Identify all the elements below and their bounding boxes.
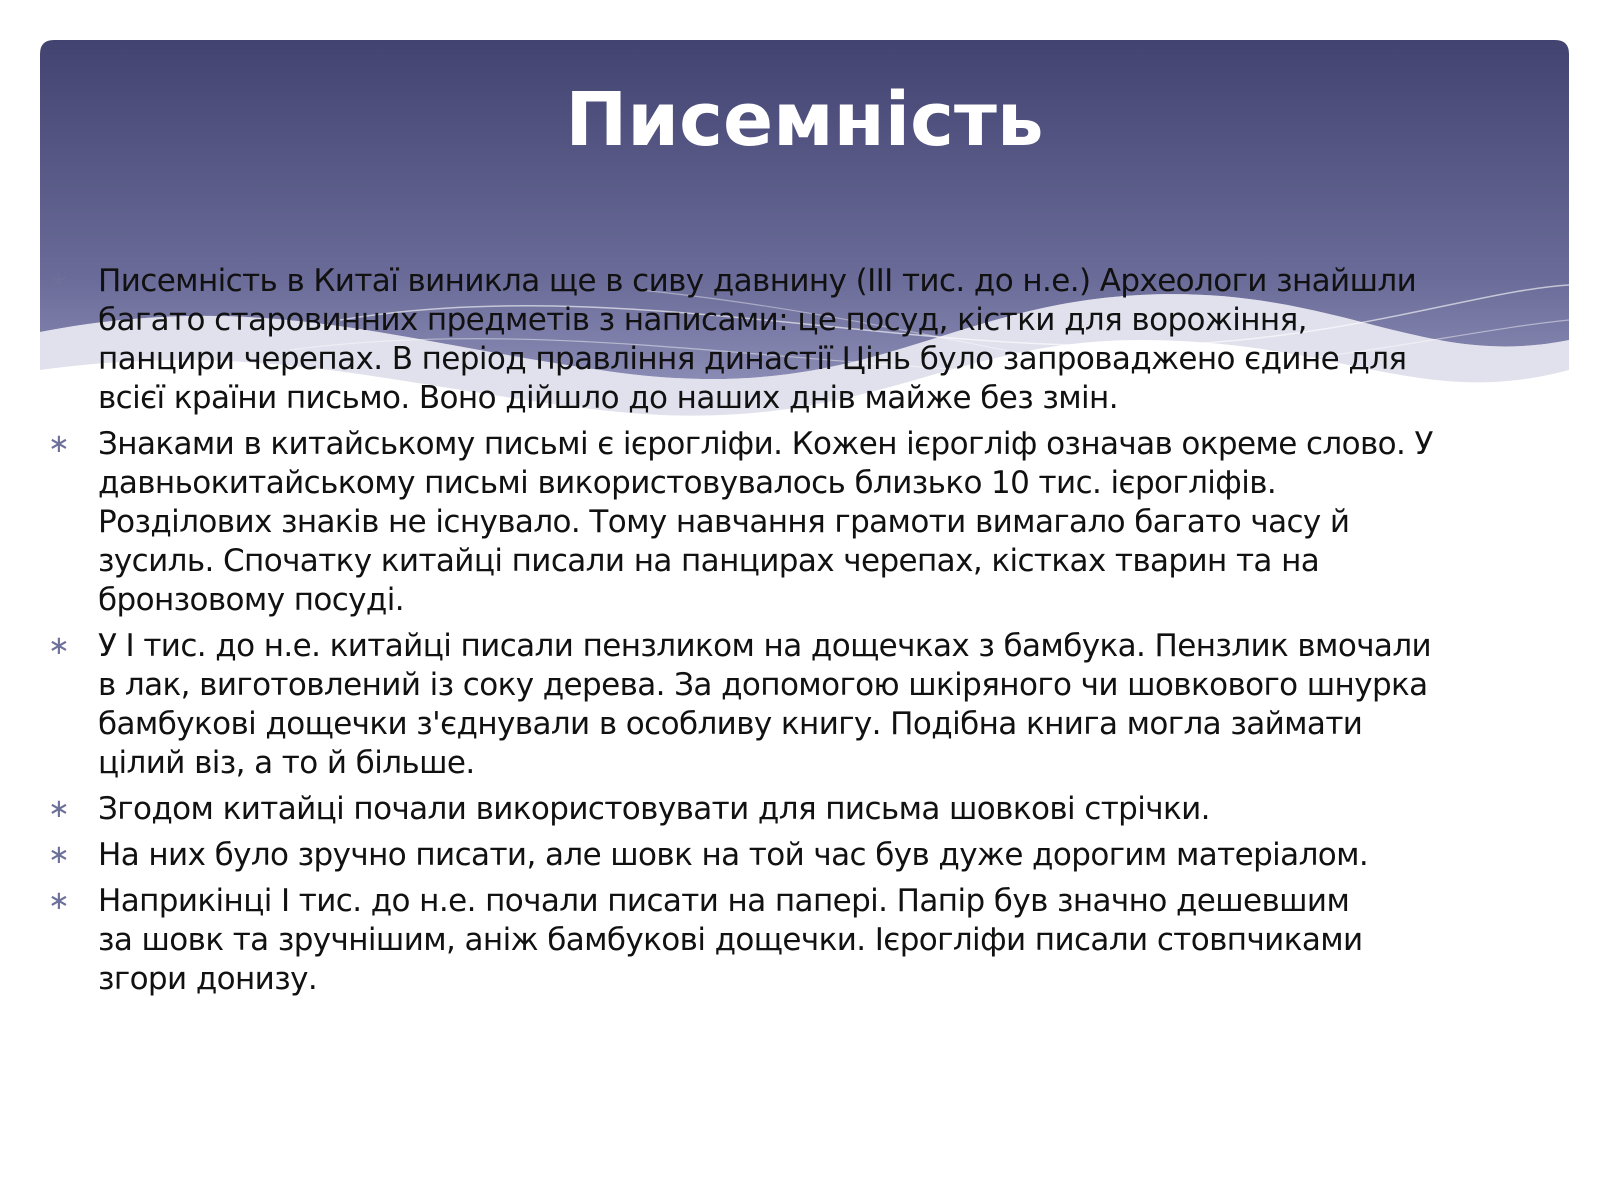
bullet-item-2 xyxy=(48,425,1568,620)
bullet-item-3 xyxy=(48,627,1568,783)
slide-title: Писемність xyxy=(565,77,1044,163)
bullet-item-6 xyxy=(48,882,1568,999)
bullet-2-line-5: бронзовому посуді. xyxy=(98,582,405,618)
bullet-2-line-2: давньокитайському письмі використовувалось близько 10 тис. ієрогліфів. xyxy=(98,465,1277,501)
asterisk-icon: ∗ xyxy=(48,631,70,661)
bullet-item-5 xyxy=(48,836,1568,875)
bullet-3-line-1: У І тис. до н.е. китайці писали пензликом на дощечках з бамбука. Пензлик вмочали xyxy=(98,628,1432,664)
bullet-item-1 xyxy=(48,262,1568,418)
bullet-2-line-4: зусиль. Спочатку китайці писали на панцирах черепах, кістках тварин та на xyxy=(98,543,1320,579)
bullet-1-line-1: Писемність в Китаї виникла ще в сиву давнину (ІІІ тис. до н.е.) Археологи знайшли xyxy=(98,263,1417,299)
bullet-1-line-2: багато старовинних предметів з написами: це посуд, кістки для ворожіння, xyxy=(98,302,1307,338)
bullet-2-line-1: Знаками в китайському письмі є ієрогліфи. Кожен ієрогліф означав окреме слово. У xyxy=(98,426,1433,462)
bullet-list xyxy=(48,262,1568,1006)
bullet-3-line-2: в лак, виготовлений із соку дерева. За допомогою шкіряного чи шовкового шнурка xyxy=(98,667,1428,703)
bullet-6-line-2: за шовк та зручнішим, аніж бамбукові дощечки. Ієрогліфи писали стовпчиками xyxy=(98,922,1363,958)
bullet-3-line-4: цілий віз, а то й більше. xyxy=(98,745,475,781)
bullet-1-line-4: всієї країни письмо. Воно дійшло до наших днів майже без змін. xyxy=(98,380,1118,416)
asterisk-icon: ∗ xyxy=(48,266,70,296)
bullet-5-line-1: На них було зручно писати, але шовк на той час був дуже дорогим матеріалом. xyxy=(98,837,1369,873)
bullet-item-4 xyxy=(48,790,1568,829)
asterisk-icon: ∗ xyxy=(48,886,70,916)
bullet-1-line-3: панцири черепах. В період правління династії Цінь було запроваджено єдине для xyxy=(98,341,1407,377)
asterisk-icon: ∗ xyxy=(48,840,70,870)
bullet-6-line-3: згори донизу. xyxy=(98,961,318,997)
bullet-3-line-3: бамбукові дощечки з'єднували в особливу книгу. Подібна книга могла займати xyxy=(98,706,1363,742)
bullet-6-line-1: Наприкінці І тис. до н.е. почали писати на папері. Папір був значно дешевшим xyxy=(98,883,1350,919)
bullet-4-line-1: Згодом китайці почали використовувати для письма шовкові стрічки. xyxy=(98,791,1210,827)
asterisk-icon: ∗ xyxy=(48,429,70,459)
asterisk-icon: ∗ xyxy=(48,794,70,824)
bullet-2-line-3: Розділових знаків не існувало. Тому навчання грамоти вимагало багато часу й xyxy=(98,504,1350,540)
